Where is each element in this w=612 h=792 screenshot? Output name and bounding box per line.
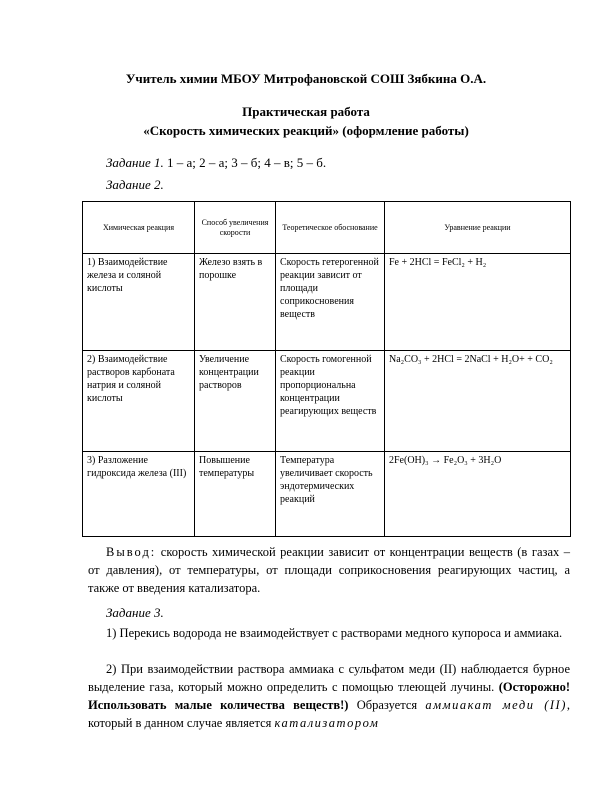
header-reaction: Химическая реакция	[83, 202, 195, 254]
document-title: Практическая работа	[242, 104, 370, 119]
conclusion-paragraph	[88, 543, 570, 597]
task3-p2-text-b: Образуется	[348, 698, 426, 712]
table-header-row	[83, 202, 571, 254]
conclusion-text: скорость химической реакции зависит от концентрации веществ (в газах – от давления), от температуры, от площади соприкосновения реагирующих частиц, а также от введения катализатора.	[88, 545, 570, 595]
task3-label: Задание 3.	[106, 605, 164, 620]
teacher-line: Учитель химии МБОУ Митрофановской СОШ Зябкина О.А.	[125, 71, 487, 86]
cell-reaction: 1) Взаимодействие железа и соляной кислоты	[83, 254, 195, 351]
header-method: Способ увеличения скорости	[195, 202, 276, 254]
cell-reaction: 3) Разложение гидроксида железа (III)	[83, 452, 195, 537]
cell-theory: Температура увеличивает скорость эндотермических реакций	[276, 452, 385, 537]
table-row	[83, 452, 571, 537]
header-equation: Уравнение реакции	[385, 202, 571, 254]
table-row	[83, 351, 571, 452]
task3-p2-catalyst: катализатором	[274, 716, 380, 730]
task3-paragraph-1	[88, 624, 570, 642]
table-row	[83, 254, 571, 351]
cell-equation: 2Fe(OH)₃ → Fe₂O₃ + 3H₂O	[385, 452, 571, 537]
task3	[106, 605, 164, 621]
task3-paragraph-2	[88, 660, 570, 732]
task3-p1-text: 1) Перекись водорода не взаимодействует с растворами медного купороса и аммиака.	[106, 626, 563, 640]
cell-method: Железо взять в порошке	[195, 254, 276, 351]
task3-p2-text-a: 2) При взаимодействии раствора аммиака с сульфатом меди (II) наблюдается бурное выделение газа, который можно определить с помощью тлеющей лучины.	[88, 662, 570, 694]
cell-method: Увеличение концентрации растворов	[195, 351, 276, 452]
task1	[106, 155, 326, 171]
task1-label: Задание 1.	[106, 155, 164, 170]
task3-p2-warning: (Осторожно! Использовать малые количества веществ!)	[88, 680, 570, 712]
task3-p2-text-c: , который в данном случае является	[88, 698, 570, 730]
header-theory: Теоретическое обоснование	[276, 202, 385, 254]
cell-method: Повышение температуры	[195, 452, 276, 537]
cell-equation: Na₂CO₃ + 2HCl = 2NaCl + H₂O+ + CO₂	[385, 351, 571, 452]
reactions-table	[82, 201, 571, 537]
document-subtitle: «Скорость химических реакций» (оформление работы)	[143, 123, 469, 138]
task2-label: Задание 2.	[106, 177, 164, 192]
task3-p2-ammiakat: аммиакат меди (II)	[425, 698, 567, 712]
cell-theory: Скорость гомогенной реакции пропорциональна концентрации реагирующих веществ	[276, 351, 385, 452]
task2	[106, 177, 164, 193]
cell-theory: Скорость гетерогенной реакции зависит от площади соприкосновения веществ	[276, 254, 385, 351]
cell-reaction: 2) Взаимодействие растворов карбоната натрия и соляной кислоты	[83, 351, 195, 452]
conclusion-label: Вывод:	[106, 545, 157, 559]
cell-equation: Fe + 2HCl = FeCl₂ + H₂	[385, 254, 571, 351]
task1-answers: 1 – а; 2 – а; 3 – б; 4 – в; 5 – б.	[163, 155, 327, 170]
